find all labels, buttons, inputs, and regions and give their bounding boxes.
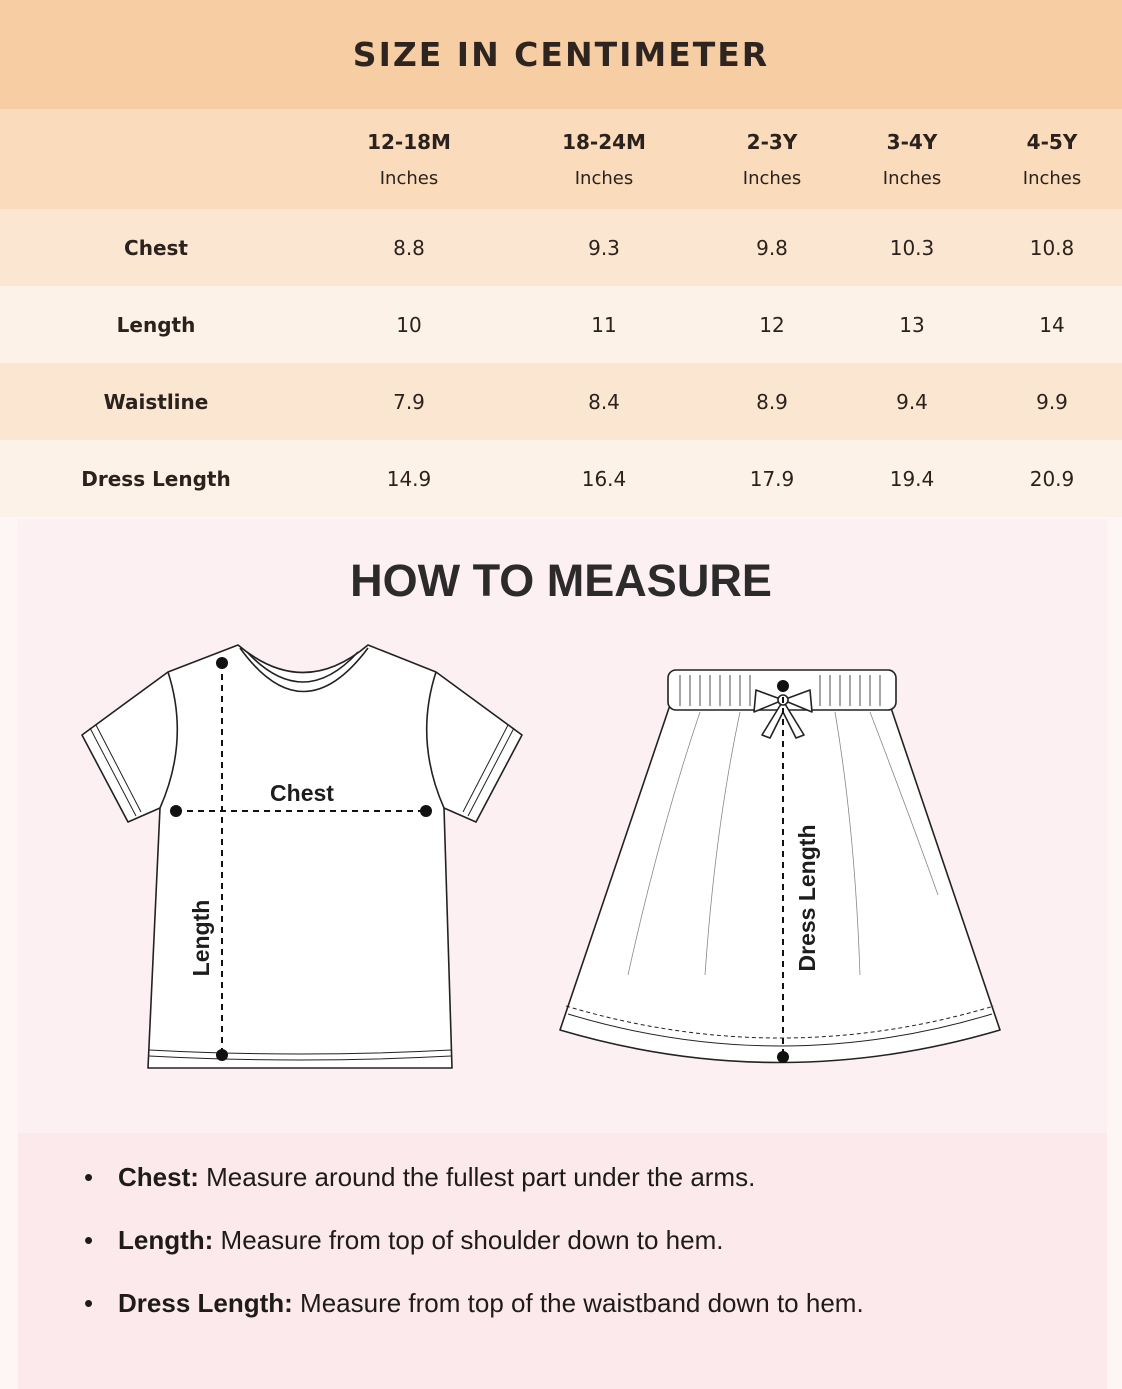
table-cell: 9.9 [1036,389,1068,414]
size-label: 4-5Y [1026,129,1078,154]
bullet-icon: • [84,1225,94,1255]
size-label: 2-3Y [746,129,798,154]
row-label: Dress Length [81,466,231,491]
table-cell: 9.8 [756,235,788,260]
table-cell: 9.3 [588,235,620,260]
instruction-term: Dress Length: [118,1288,293,1318]
list-item [84,1162,756,1193]
row-label: Waistline [103,389,209,414]
table-cell: 10.3 [889,235,935,260]
instruction-term: Chest: [118,1162,199,1192]
size-label: 3-4Y [886,129,938,154]
instruction-text: Measure around the fullest part under the arms. [198,1162,756,1192]
instruction-text: Measure from top of shoulder down to hem. [213,1225,724,1255]
unit-label: Inches [379,167,439,189]
unit-label: Inches [742,167,802,189]
measure-title: HOW TO MEASURE [350,555,772,606]
table-cell: 10 [396,312,422,337]
size-label: 12-18M [367,129,451,154]
table-cell: 9.4 [896,389,928,414]
table-cell: 17.9 [749,466,795,491]
unit-label: Inches [1022,167,1082,189]
list-item [84,1225,724,1256]
size-label: 18-24M [562,129,646,154]
length-label: Length [188,899,214,977]
table-cell: 14.9 [386,466,432,491]
dress-length-label: Dress Length [794,824,820,972]
unit-label: Inches [882,167,942,189]
chest-label: Chest [270,780,334,806]
measure-instructions [18,1133,1107,1389]
table-cell: 8.4 [588,389,620,414]
table-cell: 7.9 [393,389,425,414]
table-cell: 8.9 [756,389,788,414]
row-label: Length [116,312,196,337]
tshirt-illustration [82,645,522,1068]
table-cell: 20.9 [1029,466,1075,491]
table-cell: 12 [759,312,785,337]
table-cell: 16.4 [581,466,627,491]
table-cell: 11 [591,312,617,337]
unit-label: Inches [574,167,634,189]
instruction-term: Length: [118,1225,214,1255]
row-label: Chest [124,235,188,260]
page-title: SIZE IN CENTIMETER [352,35,770,74]
table-cell: 8.8 [393,235,425,260]
instruction-text: Measure from top of the waistband down to hem. [292,1288,864,1318]
list-item [84,1288,864,1319]
table-cell: 19.4 [889,466,935,491]
bullet-icon: • [84,1162,94,1192]
skirt-illustration [560,670,1000,1063]
table-cell: 13 [899,312,925,337]
table-cell: 14 [1039,312,1065,337]
bullet-icon: • [84,1288,94,1318]
table-cell: 10.8 [1029,235,1075,260]
